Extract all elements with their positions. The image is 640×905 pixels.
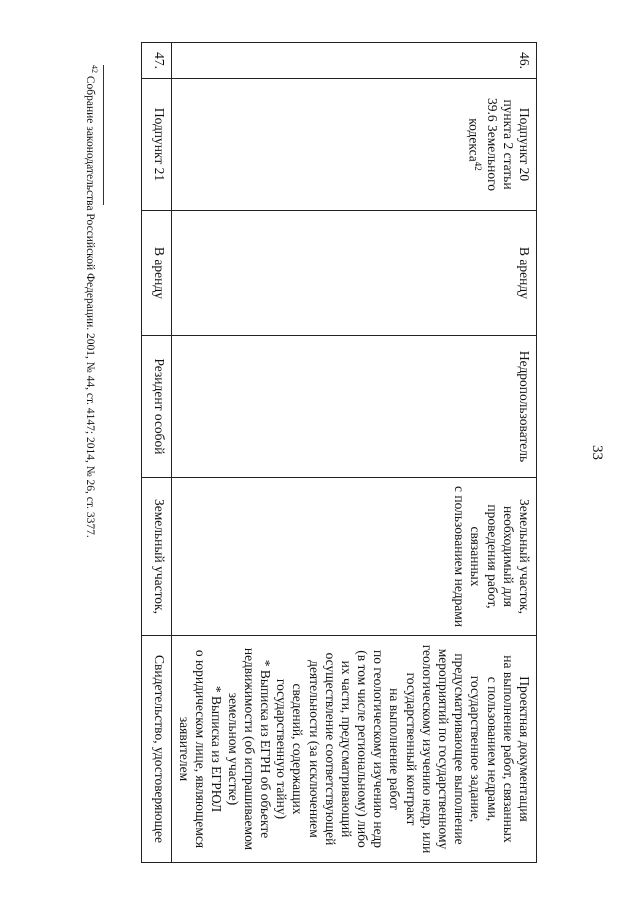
documents-cell: Свидетельство, удостоверяющее: [141, 636, 171, 863]
cell-line: необходимый для: [500, 505, 516, 608]
footnote-marker: 42: [90, 65, 99, 73]
documents-cell: [171, 636, 536, 863]
cell-line: о юридическом лице, являющемся: [193, 649, 209, 849]
row-number: 46.: [171, 43, 536, 79]
applicant-cell: Недропользователь: [171, 336, 536, 478]
footnote-text: Собрание законодательства Российской Федерации. 2001, № 44, ст. 4147; 2014, № 26, ст. 3377.: [84, 73, 97, 538]
row-number: 47.: [141, 43, 171, 79]
cell-line: мероприятий по государственному: [436, 648, 452, 850]
cell-line: предусматривающее выполнение: [452, 653, 468, 845]
right-type-cell: В аренду: [171, 211, 536, 336]
cell-line: по геологическому изучению недр: [371, 649, 387, 849]
cell-line: на выполнение работ: [387, 688, 403, 810]
cell-line: сведений, содержащих: [290, 683, 306, 815]
cell-line: пункта 2 статьи: [500, 99, 516, 190]
legal-basis-cell: Подпункт 21: [141, 79, 171, 211]
cell-line: деятельности (за исключением: [306, 660, 322, 838]
cell-line: геологическому изучению недр, или: [419, 644, 435, 854]
cell-line: [466, 84, 484, 205]
cell-line: * Выписка из ЕГРЮЛ: [209, 685, 225, 813]
cell-line: заявителем: [177, 716, 193, 782]
land-parcel-cell: Земельный участок,: [141, 478, 171, 636]
cell-line: Подпункт 20: [517, 107, 532, 182]
applicant-cell: Резидент особой: [141, 336, 171, 478]
footnote: [84, 65, 99, 538]
footnote-divider: [103, 65, 104, 205]
cell-line: 39.6 Земельного: [484, 97, 500, 192]
cell-line: * Выписка из ЕГРН об объекте: [258, 659, 273, 839]
cell-line: (в том числе региональному) либо: [355, 650, 371, 848]
cell-line: их части, предусматривающий: [338, 660, 354, 838]
cell-line: Земельный участок,: [517, 498, 532, 614]
legal-basis-cell: [171, 79, 536, 211]
table-row: [141, 43, 171, 863]
cell-line: осуществление соответствующей: [322, 652, 338, 846]
cell-line: на выполнение работ, связанных: [500, 655, 516, 843]
cell-line: недвижимости (об испрашиваемом: [241, 647, 257, 851]
cell-line: государственную тайну): [274, 678, 290, 820]
cell-line: Проектная документация: [517, 676, 532, 822]
cell-line: государственный контракт: [403, 672, 419, 826]
page-number: 33: [589, 445, 605, 460]
right-type-cell: В аренду: [141, 211, 171, 336]
cell-line: государственное задание,: [468, 675, 484, 823]
cell-line: с пользованием недрами: [452, 485, 468, 628]
land-parcel-cell: [171, 478, 536, 636]
footnote-reference: 42: [473, 161, 484, 171]
cell-line: с пользованием недрами,: [484, 676, 500, 822]
cell-line: земельном участке): [225, 692, 241, 806]
cell-line: проведения работ,: [484, 504, 500, 609]
cell-text: кодекса: [466, 118, 482, 162]
cell-line: связанных: [468, 526, 484, 587]
land-provision-table: [141, 42, 537, 863]
table-row: [171, 43, 536, 863]
